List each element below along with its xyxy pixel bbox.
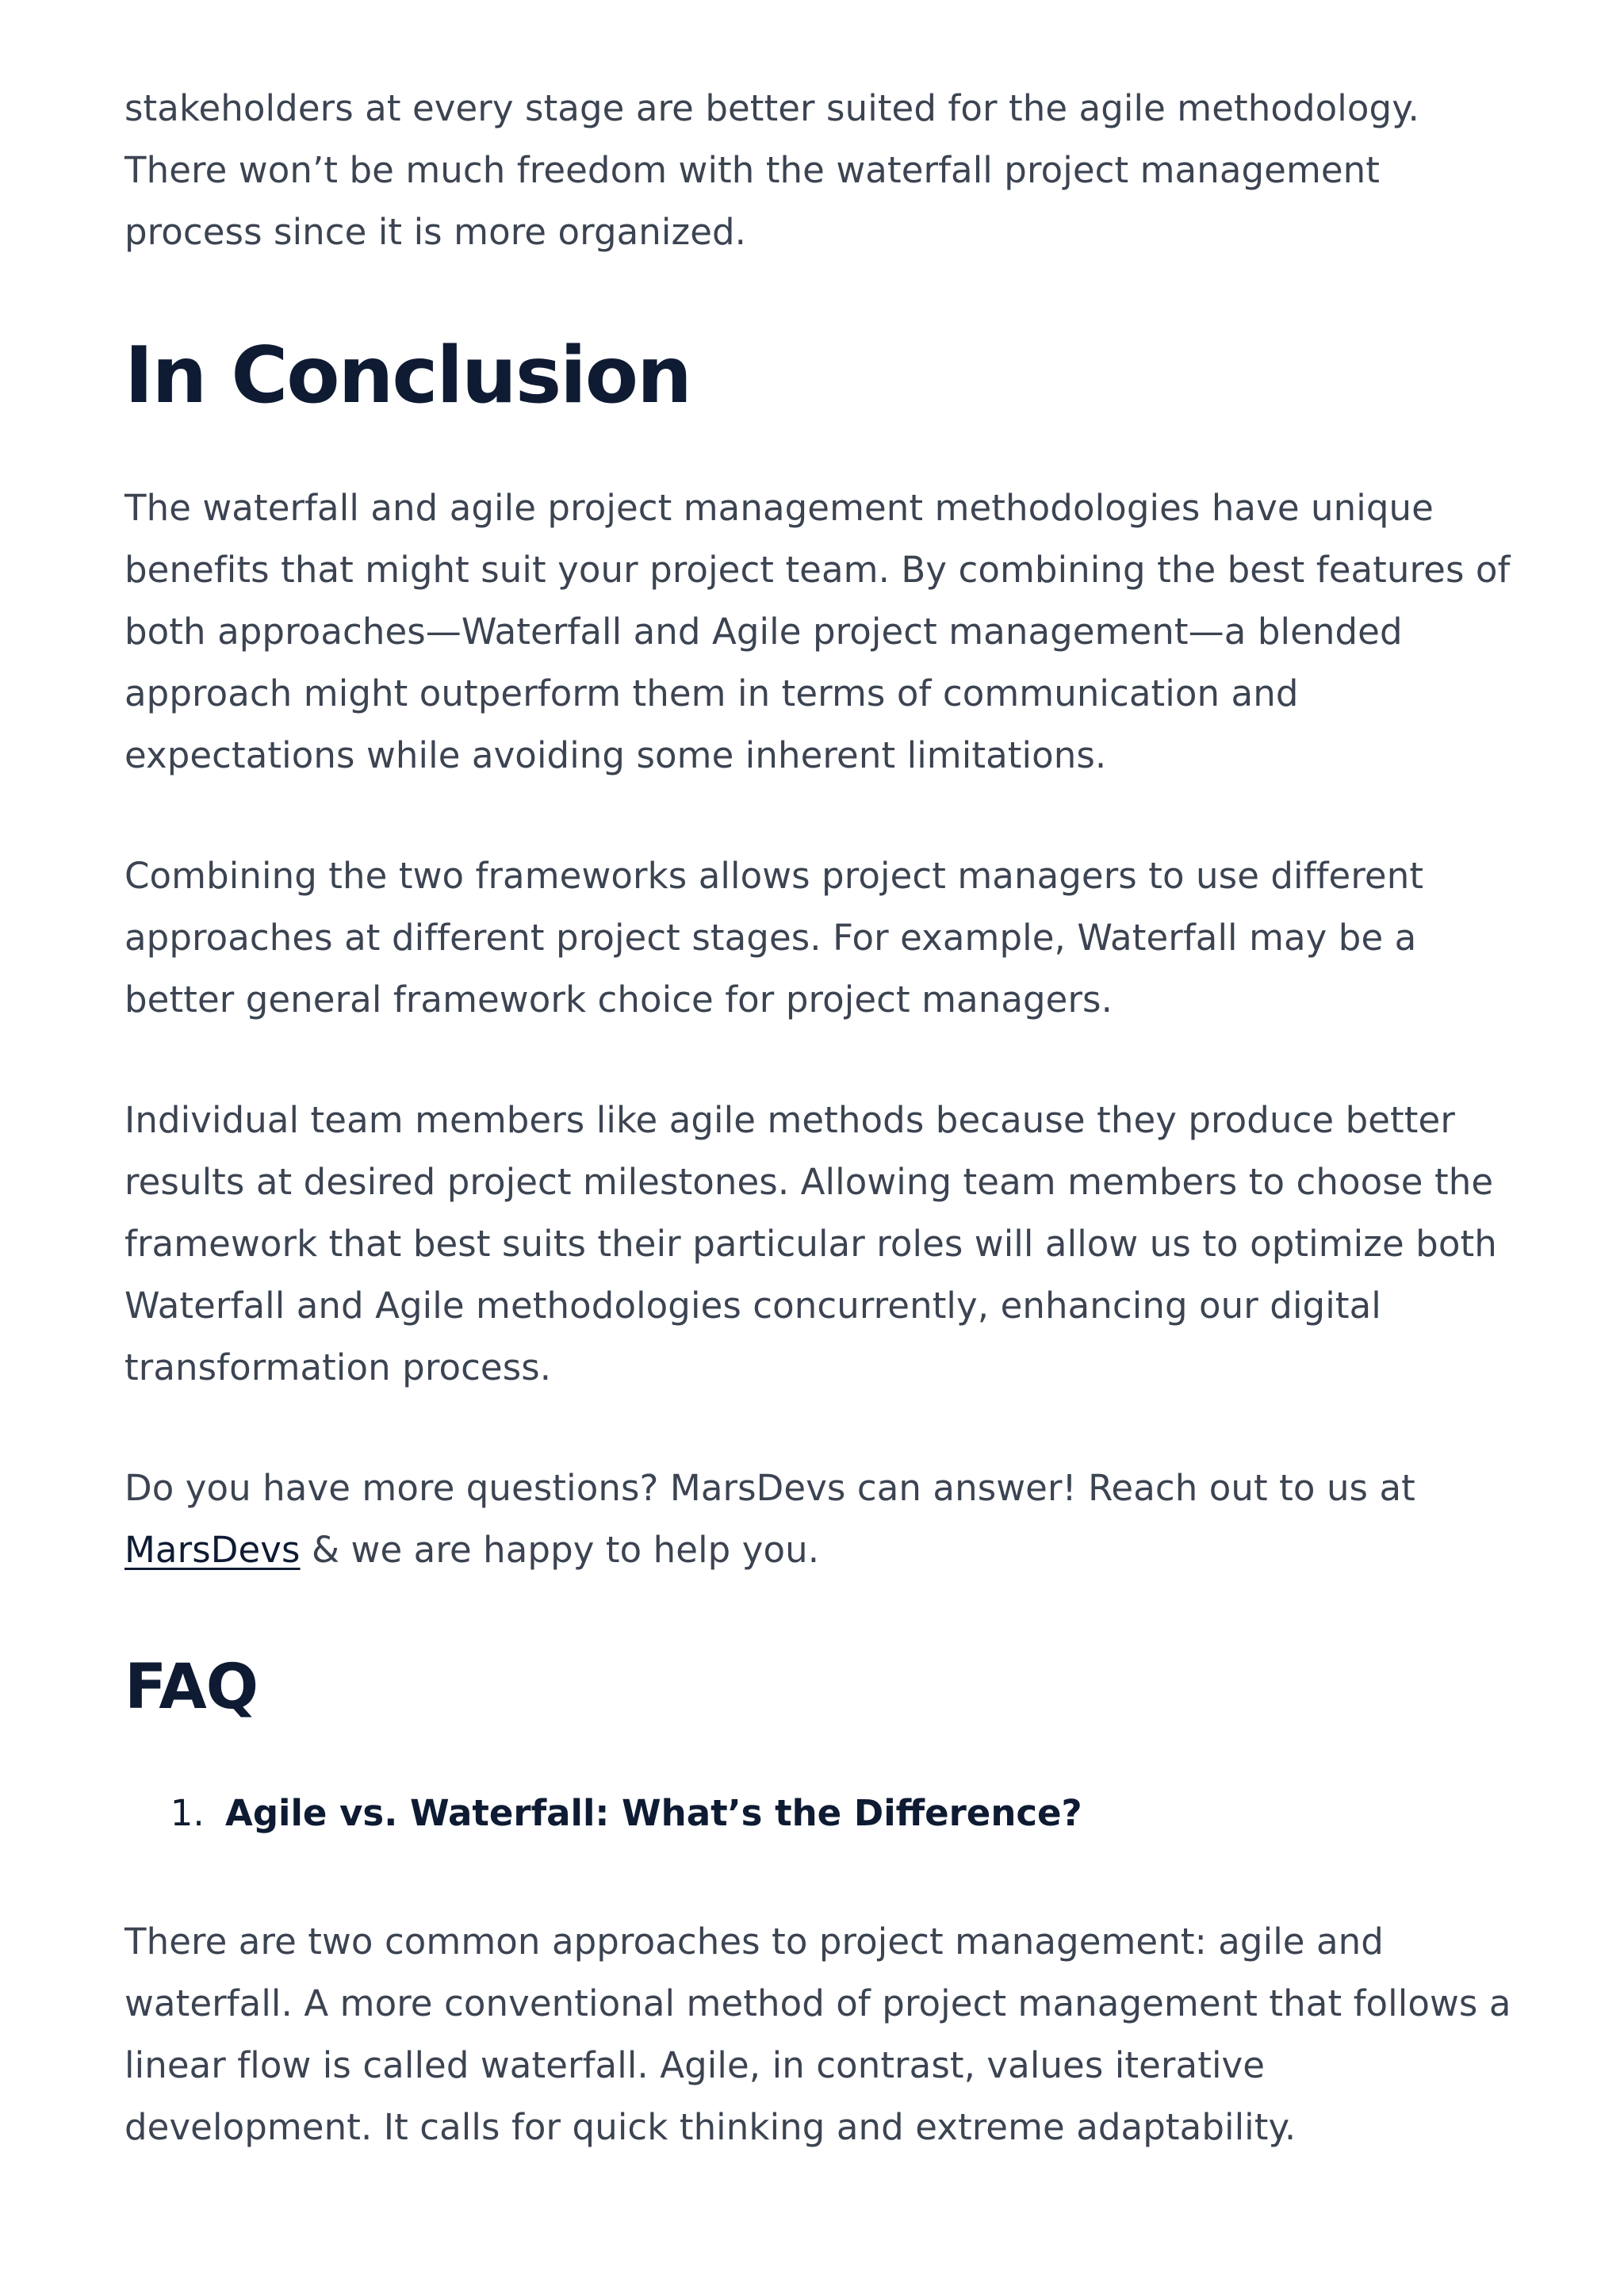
faq-question-1: 1. Agile vs. Waterfall: What’s the Difference? xyxy=(216,1783,1520,1844)
faq-answer-1: There are two common approaches to project management: agile and waterfall. A more conventional method of project management that follows a linear flow is called waterfall. Agile, in contrast, values iterative development. It calls for quick thinking and extreme adaptability. xyxy=(124,1921,1511,2148)
faq-heading: FAQ xyxy=(124,1652,259,1723)
conclusion-paragraph-2: Combining the two frameworks allows project managers to use different approaches at different project stages. For example, Waterfall may be a better general framework choice for project managers. xyxy=(124,855,1424,1021)
conclusion-paragraph-3: Individual team members like agile methods because they produce better results at desired project milestones. Allowing team members to choose the framework that best suits their particular roles will allow us to optimize both Waterfall and Agile methodologies concurrently, enhancing our digital transformation process. xyxy=(124,1099,1497,1388)
intro-line: process since it is more organized. xyxy=(124,211,747,253)
contact-paragraph xyxy=(124,1457,1520,1581)
article-body xyxy=(124,78,1520,2158)
contact-text-before: Do you have more questions? MarsDevs can answer! Reach out to us at xyxy=(124,1467,1415,1509)
contact-text-after: & we are happy to help you. xyxy=(300,1529,820,1571)
conclusion-paragraph-1: The waterfall and agile project management methodologies have unique benefits that might suit your project team. By combining the best features of both approaches—Waterfall and Agile project management—a blended approach might outperform them in terms of communication and expectations while avoiding some inherent limitations. xyxy=(124,487,1511,776)
intro-paragraph xyxy=(124,78,1520,263)
conclusion-heading: In Conclusion xyxy=(124,331,691,421)
faq-list xyxy=(124,1783,1520,1844)
intro-line: There won’t be much freedom with the waterfall project management xyxy=(124,149,1381,191)
intro-line: stakeholders at every stage are better suited for the agile methodology. xyxy=(124,87,1419,129)
marsdevs-link[interactable]: MarsDevs xyxy=(124,1529,301,1571)
